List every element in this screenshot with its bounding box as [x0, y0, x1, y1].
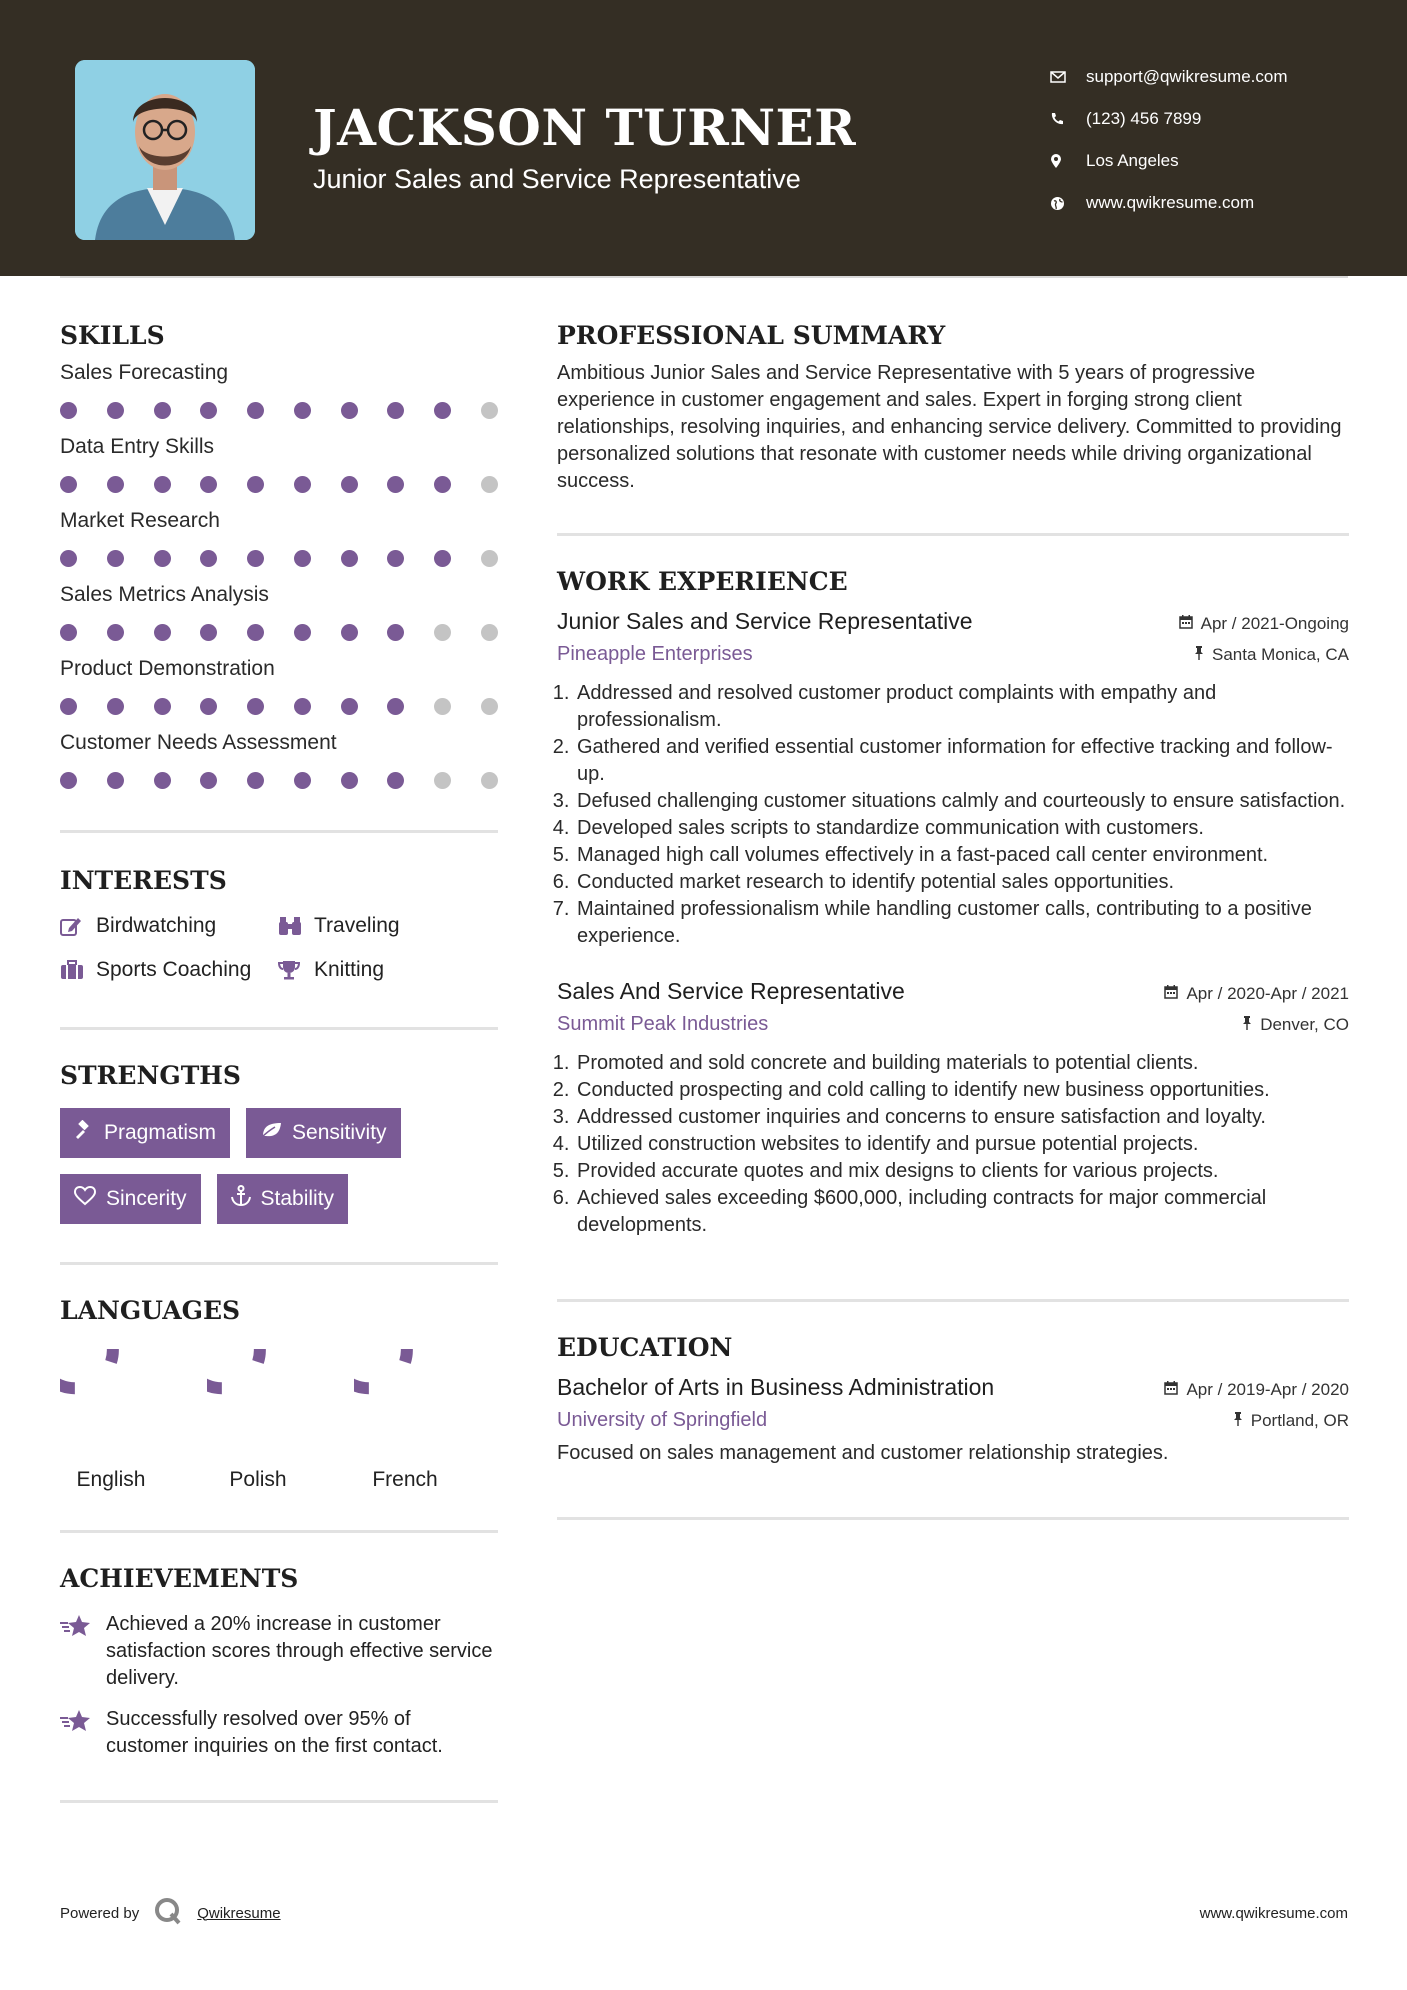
heart-icon	[74, 1186, 96, 1212]
education-dates	[1164, 1380, 1349, 1400]
rating-dot-filled	[247, 550, 264, 567]
briefcase-icon	[60, 960, 96, 980]
section-divider	[60, 830, 498, 833]
section-divider	[557, 1299, 1349, 1302]
interest-label: Sports Coaching	[96, 958, 252, 981]
pushpin-icon	[1233, 1411, 1243, 1431]
skill-name: Sales Forecasting	[60, 361, 229, 384]
job-bullet: 6. Conducted market research to identify potential sales opportunities.	[575, 869, 1349, 896]
achievements-title: ACHIEVEMENTS	[60, 1564, 299, 1593]
skill-rating	[60, 388, 498, 432]
strength-badge	[60, 1174, 201, 1224]
rating-dot-filled	[387, 402, 404, 419]
right-column	[557, 318, 1349, 1520]
pushpin-icon	[1194, 645, 1204, 665]
contact-location-text: Los Angeles	[1086, 151, 1179, 170]
strength-label: Sensitivity	[292, 1121, 387, 1144]
rating-dot-empty	[481, 402, 498, 419]
powered-by-label: Powered by	[60, 1904, 140, 1922]
rating-dot-filled	[60, 624, 77, 641]
interests-title: INTERESTS	[60, 866, 227, 895]
skill-rating	[60, 758, 498, 802]
candidate-name: JACKSON TURNER	[313, 98, 857, 157]
skill-rating	[60, 462, 498, 506]
job-bullet: 5. Provided accurate quotes and mix designs to clients for various projects.	[575, 1158, 1349, 1185]
strength-label: Sincerity	[106, 1187, 187, 1210]
language-ring-arc	[354, 1349, 407, 1388]
languages-list	[60, 1349, 498, 1492]
contact-phone[interactable]	[1050, 98, 1288, 140]
binoculars-icon	[278, 916, 314, 936]
contact-list	[1050, 56, 1288, 224]
achievement-item	[60, 1611, 498, 1692]
skill-rating	[60, 610, 498, 654]
education-text: Focused on sales management and customer relationship strategies.	[557, 1442, 1169, 1464]
rating-dot-filled	[154, 772, 171, 789]
rating-dot-filled	[107, 550, 124, 567]
rating-dot-filled	[107, 402, 124, 419]
skill-item	[60, 358, 498, 432]
strength-badge	[60, 1108, 230, 1158]
rating-dot-filled	[247, 624, 264, 641]
education-title: EDUCATION	[557, 1333, 733, 1362]
rating-dot-filled	[341, 550, 358, 567]
skill-name: Customer Needs Assessment	[60, 731, 337, 754]
rating-dot-filled	[154, 402, 171, 419]
rating-dot-filled	[294, 550, 311, 567]
rating-dot-filled	[294, 624, 311, 641]
skill-rating	[60, 684, 498, 728]
achievement-item	[60, 1706, 498, 1760]
job-bullet: 3. Defused challenging customer situations calmly and courteously to ensure satisfaction.	[575, 788, 1349, 815]
interest-label: Birdwatching	[96, 914, 217, 937]
leaf-icon	[260, 1121, 282, 1145]
skill-name: Sales Metrics Analysis	[60, 583, 269, 606]
rating-dot-empty	[481, 476, 498, 493]
interest-item	[60, 955, 278, 985]
language-label: French	[372, 1468, 438, 1491]
rating-dot-filled	[107, 476, 124, 493]
rating-dot-filled	[200, 698, 217, 715]
rating-dot-empty	[434, 698, 451, 715]
rating-dot-filled	[341, 624, 358, 641]
rating-dot-filled	[387, 772, 404, 789]
left-column	[60, 318, 498, 1803]
company-name: Summit Peak Industries	[557, 1013, 769, 1035]
job-location	[1242, 1015, 1349, 1035]
interests-list	[60, 911, 498, 985]
job-subheader	[557, 1013, 1349, 1036]
job-bullet: 7. Maintained professionalism while handling customer calls, contributing to a positive experience.	[575, 896, 1349, 950]
job-bullet: 4. Developed sales scripts to standardize communication with customers.	[575, 815, 1349, 842]
degree-title: Bachelor of Arts in Business Administration	[557, 1374, 995, 1400]
phone-icon	[1050, 112, 1086, 126]
trophy-icon	[278, 960, 314, 980]
contact-location	[1050, 140, 1288, 182]
skills-list	[60, 358, 498, 802]
rating-dot-empty	[434, 624, 451, 641]
job-entry	[557, 608, 1349, 950]
footer-site[interactable]: www.qwikresume.com	[1199, 1904, 1348, 1922]
education-entry	[557, 1374, 1349, 1467]
language-item	[207, 1349, 309, 1492]
rating-dot-filled	[60, 698, 77, 715]
strengths-title: STRENGTHS	[60, 1061, 241, 1090]
interest-label: Knitting	[314, 958, 385, 981]
skill-item	[60, 506, 498, 580]
rating-dot-filled	[341, 772, 358, 789]
achievement-text: Achieved a 20% increase in customer satisfaction scores through effective service delivery.	[106, 1613, 493, 1689]
section-divider	[557, 1517, 1349, 1520]
job-bullet: 5. Managed high call volumes effectively in a fast-paced call center environment.	[575, 842, 1349, 869]
job-header	[557, 608, 1349, 635]
summary-title: PROFESSIONAL SUMMARY	[557, 321, 946, 350]
rating-dot-filled	[341, 402, 358, 419]
calendar-icon	[1164, 1380, 1178, 1400]
skill-name: Product Demonstration	[60, 657, 275, 680]
languages-title: LANGUAGES	[60, 1296, 241, 1325]
language-label: English	[76, 1468, 146, 1491]
pencil-square-icon	[60, 916, 96, 936]
rating-dot-filled	[294, 772, 311, 789]
strength-badge	[217, 1174, 349, 1224]
job-bullet: 3. Addressed customer inquiries and concerns to ensure satisfaction and loyalty.	[575, 1104, 1349, 1131]
job-dates-text: Apr / 2020-Apr / 2021	[1186, 984, 1349, 1003]
profile-photo	[75, 60, 255, 240]
job-dates-text: Apr / 2021-Ongoing	[1200, 614, 1349, 633]
strength-label: Pragmatism	[104, 1121, 217, 1144]
rating-dot-filled	[434, 402, 451, 419]
language-ring	[60, 1349, 162, 1451]
skills-title: SKILLS	[60, 321, 165, 350]
rating-dot-filled	[434, 476, 451, 493]
rating-dot-empty	[481, 550, 498, 567]
company-name: Pineapple Enterprises	[557, 643, 753, 665]
experience-title: WORK EXPERIENCE	[557, 567, 848, 596]
header-banner	[0, 0, 1407, 276]
job-bullets	[557, 680, 1349, 950]
job-bullet: 6. Achieved sales exceeding $600,000, including contracts for major commercial developments.	[575, 1185, 1349, 1239]
rating-dot-filled	[154, 624, 171, 641]
job-dates	[1179, 614, 1349, 634]
language-ring	[354, 1349, 456, 1451]
rating-dot-filled	[60, 476, 77, 493]
footer	[60, 1895, 1348, 1931]
job-bullets	[557, 1050, 1349, 1239]
rating-dot-filled	[60, 402, 77, 419]
language-ring	[207, 1349, 309, 1451]
strength-label: Stability	[260, 1187, 335, 1210]
job-entry	[557, 978, 1349, 1239]
globe-icon	[1050, 196, 1086, 211]
education-subheader	[557, 1409, 1349, 1432]
job-title: Sales And Service Representative	[557, 978, 905, 1004]
strengths-list	[60, 1108, 498, 1224]
summary-text: Ambitious Junior Sales and Service Representative with 5 years of progressive experience in customer engagement and sales. Expert in forging strong client relationships, resolving inquiries, and enhancing service delivery. Committed to providing personalized solutions that resonate with customer needs while driving organizational success.	[557, 362, 1342, 492]
strength-badge	[246, 1108, 401, 1158]
education-location	[1233, 1411, 1349, 1431]
shooting-star-icon	[60, 1706, 96, 1760]
qwikresume-logo-icon	[153, 1896, 183, 1930]
anchor-icon	[231, 1185, 251, 1213]
job-bullet: 2. Conducted prospecting and cold calling to identify new business opportunities.	[575, 1077, 1349, 1104]
language-ring-arc	[60, 1349, 113, 1388]
contact-phone-text: (123) 456 7899	[1086, 109, 1202, 128]
rating-dot-filled	[341, 698, 358, 715]
rating-dot-filled	[247, 476, 264, 493]
rating-dot-empty	[481, 698, 498, 715]
rating-dot-filled	[107, 698, 124, 715]
header-divider	[60, 276, 1348, 278]
calendar-icon	[1179, 614, 1193, 634]
rating-dot-filled	[60, 550, 77, 567]
job-dates	[1164, 984, 1349, 1004]
job-bullet: 4. Utilized construction websites to identify and pursue potential projects.	[575, 1131, 1349, 1158]
language-item	[60, 1349, 162, 1492]
job-bullet: 1. Addressed and resolved customer product complaints with empathy and professionalism.	[575, 680, 1349, 734]
job-subheader	[557, 643, 1349, 666]
skill-name: Data Entry Skills	[60, 435, 215, 458]
gavel-icon	[74, 1120, 94, 1146]
rating-dot-filled	[200, 772, 217, 789]
contact-website[interactable]	[1050, 182, 1288, 224]
job-bullet: 2. Gathered and verified essential customer information for effective tracking and follow-up.	[575, 734, 1349, 788]
rating-dot-empty	[434, 772, 451, 789]
job-location-text: Denver, CO	[1260, 1015, 1349, 1034]
rating-dot-filled	[107, 624, 124, 641]
rating-dot-filled	[247, 698, 264, 715]
rating-dot-filled	[434, 550, 451, 567]
education-header	[557, 1374, 1349, 1401]
job-header	[557, 978, 1349, 1005]
rating-dot-filled	[387, 550, 404, 567]
rating-dot-filled	[107, 772, 124, 789]
rating-dot-empty	[481, 624, 498, 641]
rating-dot-filled	[387, 624, 404, 641]
job-location	[1194, 645, 1349, 665]
language-label: Polish	[229, 1468, 287, 1491]
rating-dot-filled	[60, 772, 77, 789]
skill-item	[60, 432, 498, 506]
pushpin-icon	[1242, 1015, 1252, 1035]
shooting-star-icon	[60, 1611, 96, 1692]
rating-dot-empty	[481, 772, 498, 789]
section-divider	[60, 1800, 498, 1803]
rating-dot-filled	[154, 550, 171, 567]
section-divider	[60, 1262, 498, 1265]
language-item	[354, 1349, 456, 1492]
rating-dot-filled	[387, 698, 404, 715]
rating-dot-filled	[247, 402, 264, 419]
education-dates-text: Apr / 2019-Apr / 2020	[1186, 1380, 1349, 1399]
skill-item	[60, 654, 498, 728]
job-bullet: 1. Promoted and sold concrete and building materials to potential clients.	[575, 1050, 1349, 1077]
achievements-list	[60, 1611, 498, 1760]
interest-item	[278, 911, 498, 941]
school-name: University of Springfield	[557, 1409, 768, 1431]
section-divider	[557, 533, 1349, 536]
rating-dot-filled	[200, 402, 217, 419]
rating-dot-filled	[387, 476, 404, 493]
brand-link[interactable]: Qwikresume	[197, 1904, 281, 1922]
job-location-text: Santa Monica, CA	[1211, 645, 1349, 664]
rating-dot-filled	[247, 772, 264, 789]
contact-email[interactable]	[1050, 56, 1288, 98]
section-divider	[60, 1530, 498, 1533]
powered-by	[60, 1896, 281, 1930]
rating-dot-filled	[200, 624, 217, 641]
skill-item	[60, 728, 498, 802]
rating-dot-filled	[154, 698, 171, 715]
envelope-icon	[1050, 71, 1086, 83]
skill-item	[60, 580, 498, 654]
interest-item	[60, 911, 278, 941]
rating-dot-filled	[154, 476, 171, 493]
rating-dot-filled	[294, 476, 311, 493]
skill-rating	[60, 536, 498, 580]
job-title: Junior Sales and Service Representative	[557, 608, 973, 634]
rating-dot-filled	[294, 698, 311, 715]
rating-dot-filled	[341, 476, 358, 493]
candidate-role: Junior Sales and Service Representative	[313, 164, 801, 194]
interest-label: Traveling	[314, 914, 400, 937]
contact-email-text: support@qwikresume.com	[1086, 67, 1288, 86]
achievement-text: Successfully resolved over 95% of customer inquiries on the first contact.	[106, 1708, 443, 1757]
interest-item	[278, 955, 498, 985]
map-pin-icon	[1050, 153, 1086, 169]
section-divider	[60, 1027, 498, 1030]
calendar-icon	[1164, 984, 1178, 1004]
rating-dot-filled	[294, 402, 311, 419]
skill-name: Market Research	[60, 509, 220, 532]
education-location-text: Portland, OR	[1250, 1411, 1349, 1430]
rating-dot-filled	[200, 550, 217, 567]
rating-dot-filled	[200, 476, 217, 493]
contact-website-text: www.qwikresume.com	[1086, 193, 1255, 212]
language-ring-arc	[207, 1349, 260, 1388]
